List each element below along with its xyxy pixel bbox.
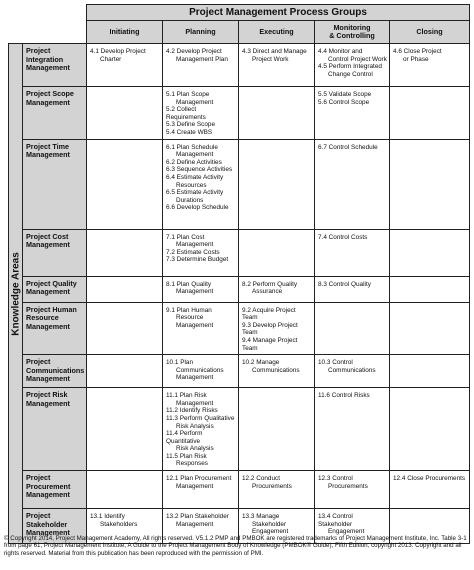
process-line: 5.5 Validate Scope — [318, 91, 372, 98]
process-line: 10.2 Manage — [242, 359, 280, 367]
process-line: Resources — [176, 181, 207, 189]
process-line: 11.1 Plan Risk — [166, 392, 207, 400]
process-cell-monitoring — [315, 229, 390, 276]
knowledge-area-row — [9, 139, 470, 229]
copyright-footer: © Copyright 2014, Project Management Academy, All rights reserved. V5.1.2 PMP and PMBOK are registered trademarks of Project Management Institute, Inc. Table 3-1 from page 61, Project Management Institute, A Guide to the Project Management Body of Knowledge (PMBOK® Guide), Fifth Edition, copyright 2013. Copyright and all rights reserved. Material from this publication has been reproduced with the permission of PMI. — [4, 535, 467, 557]
col-header-initiating: Initiating — [87, 21, 163, 44]
process-line: 5.4 Create WBS — [166, 128, 213, 136]
process-line: 10.3 Control — [318, 359, 353, 367]
knowledge-area-name: Project Scope Management — [23, 87, 87, 140]
process-line: Management — [176, 374, 214, 382]
knowledge-areas-side-label — [9, 44, 23, 544]
knowledge-area-row — [9, 302, 470, 355]
process-line: 9.2 Acquire Project Team — [242, 306, 296, 322]
process-line: 7.1 Plan Cost — [166, 233, 205, 241]
process-cell-planning — [163, 139, 239, 229]
process-line: 9.3 Develop Project Team — [242, 321, 298, 337]
process-cell-closing — [390, 388, 470, 471]
process-line: Engagement — [252, 528, 289, 536]
process-cell-monitoring — [315, 355, 390, 388]
process-cell-closing — [390, 302, 470, 355]
process-cell-planning — [163, 388, 239, 471]
knowledge-area-row — [9, 229, 470, 276]
process-cell-planning — [163, 471, 239, 509]
process-line: Management — [176, 520, 214, 528]
process-cell-planning — [163, 44, 239, 87]
knowledge-area-row — [9, 355, 470, 388]
process-line: 7.2 Estimate Costs — [166, 248, 220, 256]
process-line: Communications — [252, 366, 300, 374]
process-line: 7.4 Control Costs — [318, 233, 368, 241]
process-cell-initiating — [87, 276, 163, 302]
col-header-executing: Executing — [239, 21, 315, 44]
process-line: Control Project Work — [328, 55, 387, 63]
process-cell-monitoring — [315, 87, 390, 140]
process-cell-monitoring — [315, 471, 390, 509]
process-line: Stakeholders — [100, 520, 138, 528]
process-line: 13.2 Plan Stakeholder — [166, 513, 229, 521]
process-cell-executing — [239, 139, 315, 229]
process-line: 12.1 Plan Procurement — [166, 475, 232, 483]
corner-blank-2 — [9, 21, 87, 44]
process-cell-initiating — [87, 471, 163, 509]
process-line: 4.2 Develop Project — [166, 48, 222, 55]
process-cell-monitoring — [315, 388, 390, 471]
process-line: Management — [176, 241, 214, 249]
process-line: 11.5 Plan Risk — [166, 452, 207, 460]
process-cell-planning — [163, 229, 239, 276]
knowledge-area-row — [9, 471, 470, 509]
process-cell-planning — [163, 302, 239, 355]
process-line: 12.2 Conduct — [242, 475, 281, 483]
process-line: 9.4 Manage Project Team — [242, 336, 298, 352]
process-line: Risk Analysis — [176, 422, 214, 430]
process-line: Procurements — [252, 482, 292, 490]
process-line: 6.1 Plan Schedule — [166, 143, 218, 151]
knowledge-area-name: Project Communications Management — [23, 355, 87, 388]
knowledge-area-name: Project Stakeholder Management — [23, 509, 87, 544]
process-cell-executing — [239, 355, 315, 388]
process-cell-executing — [239, 87, 315, 140]
process-cell-initiating — [87, 44, 163, 87]
knowledge-area-name: Project Human Resource Management — [23, 302, 87, 355]
process-line: 6.5 Estimate Activity — [166, 189, 224, 197]
process-line: 8.2 Perform Quality — [242, 280, 298, 288]
process-cell-planning — [163, 355, 239, 388]
process-line: Stakeholder — [252, 520, 287, 528]
knowledge-area-row — [9, 388, 470, 471]
knowledge-area-name: Project Procurement Management — [23, 471, 87, 509]
process-line: 4.4 Monitor and — [318, 48, 363, 55]
process-line: Project Work — [252, 55, 289, 63]
process-line: 6.4 Estimate Activity — [166, 173, 224, 181]
process-cell-planning — [163, 87, 239, 140]
process-cell-closing — [390, 139, 470, 229]
process-line: Communications — [328, 366, 376, 374]
process-cell-closing — [390, 229, 470, 276]
process-line: Management — [176, 399, 214, 407]
process-cell-closing — [390, 87, 470, 140]
process-cell-monitoring — [315, 302, 390, 355]
process-line: 6.6 Develop Schedule — [166, 204, 229, 212]
process-cell-closing — [390, 276, 470, 302]
process-line: 4.3 Direct and Manage — [242, 48, 307, 55]
process-line: Management — [176, 151, 214, 159]
process-line: Change Control — [328, 70, 373, 78]
process-line: 11.4 Perform Quantitative — [166, 430, 203, 445]
process-line: Resource — [176, 314, 204, 322]
process-groups-matrix — [8, 4, 470, 544]
process-line: Management — [176, 482, 214, 490]
process-cell-planning — [163, 276, 239, 302]
knowledge-area-name: Project Risk Management — [23, 388, 87, 471]
process-line: Charter — [100, 55, 122, 63]
process-line: 5.6 Control Scope — [318, 98, 370, 106]
process-line: 12.3 Control — [318, 475, 353, 483]
process-cell-monitoring — [315, 276, 390, 302]
col-header-planning: Planning — [163, 21, 239, 44]
process-line: 13.1 Identify — [90, 513, 125, 521]
process-groups-title: Project Management Process Groups — [87, 5, 470, 21]
process-cell-executing — [239, 388, 315, 471]
process-line: 6.7 Control Schedule — [318, 143, 378, 151]
process-line: Risk Analysis — [176, 445, 214, 453]
knowledge-area-row — [9, 276, 470, 302]
process-cell-executing — [239, 471, 315, 509]
process-line: 8.1 Plan Quality — [166, 280, 212, 288]
process-line: 11.2 Identify Risks — [166, 407, 218, 415]
process-cell-initiating — [87, 139, 163, 229]
process-cell-executing — [239, 229, 315, 276]
process-cell-initiating — [87, 355, 163, 388]
process-cell-initiating — [87, 302, 163, 355]
process-line: Management — [176, 288, 214, 296]
col-header-monitoring-controlling: Monitoring & Controlling — [315, 21, 390, 44]
knowledge-area-row — [9, 44, 470, 87]
process-line: Management Plan — [176, 55, 228, 63]
knowledge-area-row — [9, 87, 470, 140]
process-line: Procurements — [328, 482, 368, 490]
knowledge-area-name: Project Time Management — [23, 139, 87, 229]
process-cell-monitoring — [315, 139, 390, 229]
process-line: 5.1 Plan Scope — [166, 91, 210, 98]
process-cell-closing — [390, 355, 470, 388]
process-line: 13.4 Control Stakeholder — [318, 513, 353, 528]
corner-blank — [9, 5, 87, 21]
process-line: Responses — [176, 460, 208, 468]
process-cell-initiating — [87, 87, 163, 140]
process-line: 6.3 Sequence Activities — [166, 166, 233, 174]
col-header-closing: Closing — [390, 21, 470, 44]
process-line: 13.3 Manage — [242, 513, 280, 521]
process-cell-monitoring — [315, 44, 390, 87]
process-line: 4.1 Develop Project — [90, 48, 146, 55]
process-cell-closing — [390, 44, 470, 87]
process-line: 12.4 Close Procurements — [393, 475, 466, 483]
process-line: 11.3 Perform Qualitative — [166, 414, 235, 422]
process-line: 6.2 Define Activities — [166, 158, 222, 166]
process-line: 5.3 Define Scope — [166, 121, 216, 129]
process-cell-initiating — [87, 388, 163, 471]
process-line: Engagement — [328, 528, 365, 536]
process-line: 8.3 Control Quality — [318, 280, 371, 288]
process-line: Durations — [176, 196, 204, 204]
process-cell-executing — [239, 302, 315, 355]
process-cell-initiating — [87, 229, 163, 276]
process-line: Assurance — [252, 288, 283, 296]
process-line: 4.5 Perform Integrated — [318, 63, 382, 71]
matrix-body — [9, 44, 470, 544]
process-line: 10.1 Plan — [166, 359, 194, 367]
process-line: Management — [176, 98, 214, 106]
process-line: 11.6 Control Risks — [318, 392, 370, 400]
process-cell-closing — [390, 471, 470, 509]
knowledge-area-name: Project Cost Management — [23, 229, 87, 276]
knowledge-area-name: Project Integration Management — [23, 44, 87, 87]
process-cell-executing — [239, 44, 315, 87]
process-line: 4.6 Close Project — [393, 48, 442, 55]
process-line: Management — [176, 321, 214, 329]
process-line: or Phase — [403, 55, 429, 63]
process-cell-executing — [239, 276, 315, 302]
knowledge-areas-label: Knowledge Areas — [10, 251, 21, 336]
process-line: Communications — [176, 366, 224, 374]
process-line: 5.2 Collect Requirements — [166, 106, 206, 121]
process-line: 7.3 Determine Budget — [166, 256, 229, 264]
knowledge-area-name: Project Quality Management — [23, 276, 87, 302]
process-line: 9.1 Plan Human — [166, 306, 212, 314]
